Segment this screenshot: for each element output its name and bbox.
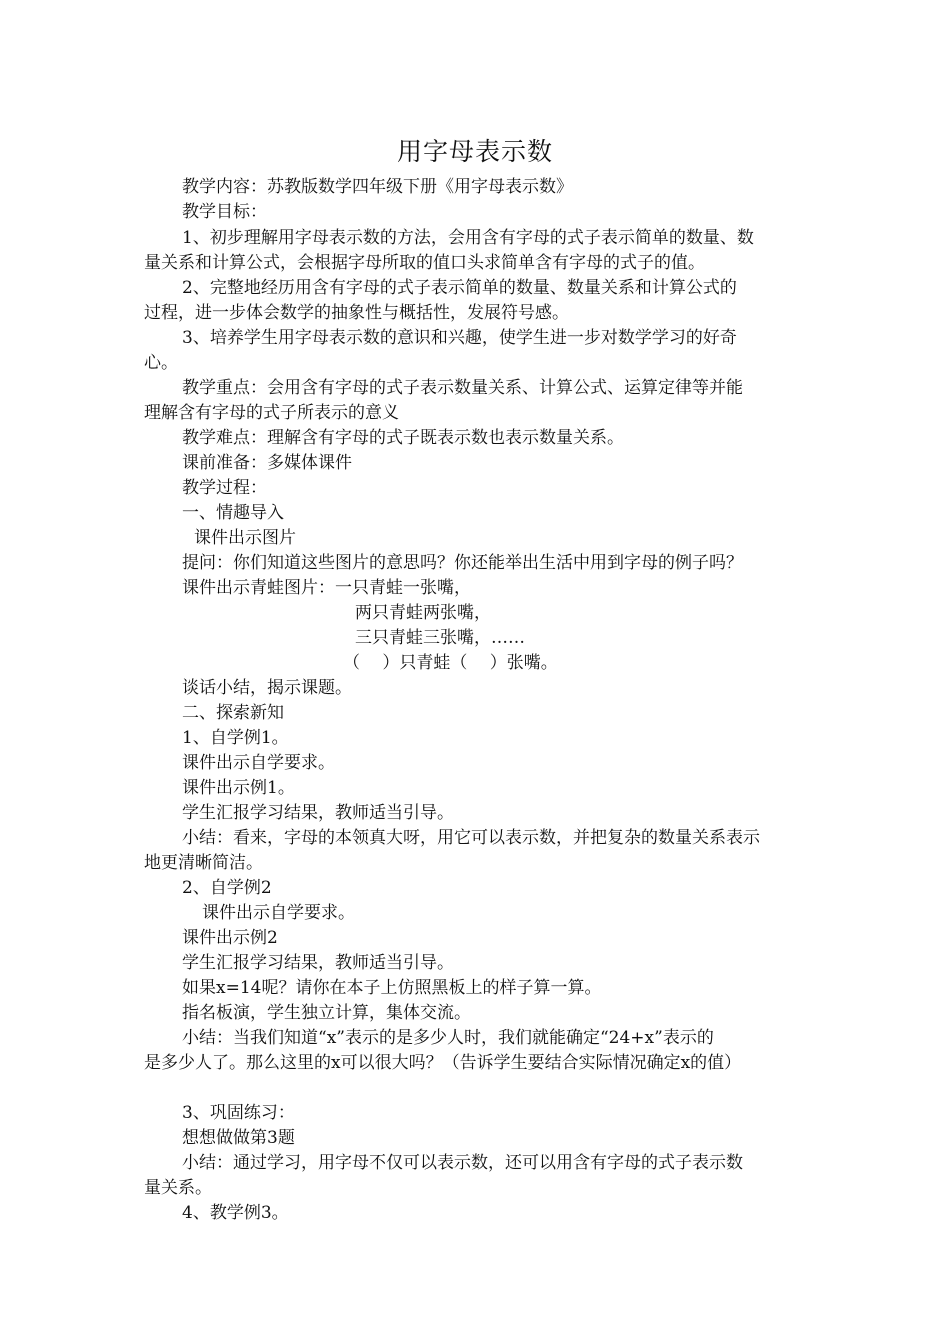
text-line: 教学内容：苏教版数学四年级下册《用字母表示数》 [182,177,573,197]
text-line: 课件出示例1。 [182,778,295,798]
text-line: 课件出示自学要求。 [202,903,355,923]
text-line: 2、完整地经历用含有字母的式子表示简单的数量、数量关系和计算公式的 [182,278,737,298]
text-line: 指名板演，学生独立计算，集体交流。 [182,1003,471,1023]
text-line: 1、自学例1。 [182,728,289,748]
text-line: 量关系和计算公式，会根据字母所取的值口头求简单含有字母的式子的值。 [144,253,705,273]
text-line: 学生汇报学习结果，教师适当引导。 [182,803,454,823]
text-line: 课件出示例2 [182,928,278,948]
text-line: 想想做做第3题 [182,1128,295,1148]
text-line: 4、教学例3。 [182,1203,289,1223]
text-line: 课前准备：多媒体课件 [182,453,352,473]
text-line: 量关系。 [144,1178,212,1198]
text-line: 学生汇报学习结果，教师适当引导。 [182,953,454,973]
text-line: 1、初步理解用字母表示数的方法，会用含有字母的式子表示简单的数量、数 [182,228,754,248]
text-line: 三只青蛙三张嘴，…… [355,628,525,648]
text-line: 教学难点：理解含有字母的式子既表示数也表示数量关系。 [182,428,624,448]
text-line: 地更清晰简洁。 [144,853,263,873]
document-title: 用字母表示数 [396,137,553,166]
text-line: 小结：通过学习，用字母不仅可以表示数，还可以用含有字母的式子表示数 [182,1153,743,1173]
text-line: 2、自学例2 [182,878,272,898]
text-line: 课件出示青蛙图片：一只青蛙一张嘴， [182,578,471,598]
text-line: 教学过程： [182,478,267,498]
text-line: 教学重点：会用含有字母的式子表示数量关系、计算公式、运算定律等并能 [182,378,743,398]
text-line: 两只青蛙两张嘴， [355,603,491,623]
text-line: 如果x=14呢？请你在本子上仿照黑板上的样子算一算。 [182,978,602,998]
text-line: 心。 [144,353,178,373]
text-line: 3、巩固练习： [182,1103,295,1123]
section-heading: 二、探索新知 [182,703,284,723]
text-line: 课件出示自学要求。 [182,753,335,773]
text-line: 课件出示图片 [194,528,296,548]
text-line: 过程，进一步体会数学的抽象性与概括性，发展符号感。 [144,303,569,323]
text-line: 谈话小结，揭示课题。 [182,678,352,698]
text-line: 3、培养学生用字母表示数的意识和兴趣，使学生进一步对数学学习的好奇 [182,328,737,348]
text-line: 小结：看来，字母的本领真大呀，用它可以表示数，并把复杂的数量关系表示 [182,828,760,848]
section-heading: 一、情趣导入 [182,503,284,523]
text-line: （ ）只青蛙（ ）张嘴。 [343,653,558,673]
text-line: 理解含有字母的式子所表示的意义 [144,403,399,423]
text-line: 是多少人了。那么这里的x可以很大吗？（告诉学生要结合实际情况确定x的值） [144,1053,742,1073]
text-line: 提问：你们知道这些图片的意思吗？你还能举出生活中用到字母的例子吗？ [182,553,743,573]
text-line: 小结：当我们知道“x”表示的是多少人时，我们就能确定“24+x”表示的 [182,1028,714,1048]
text-line: 教学目标： [182,202,267,222]
